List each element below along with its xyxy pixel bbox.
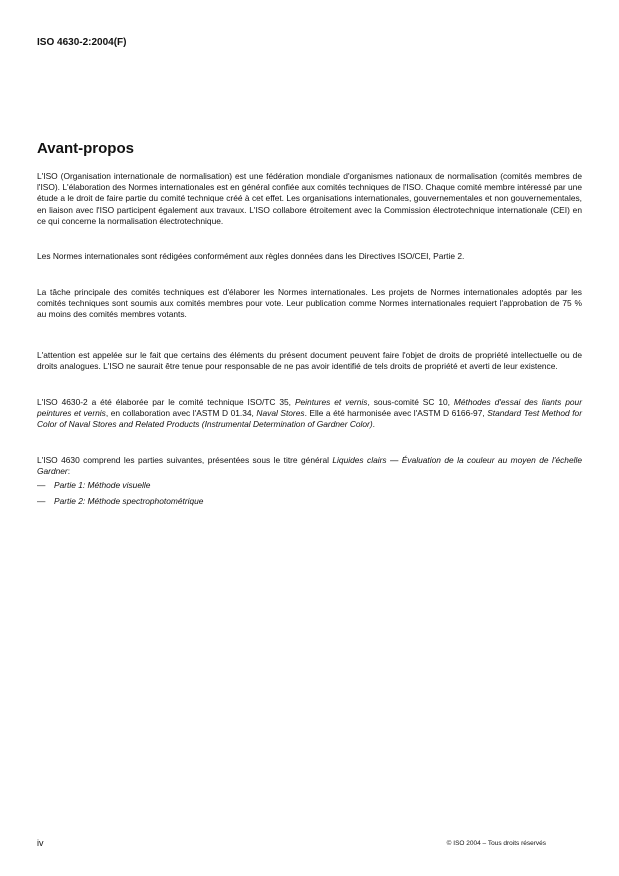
dash-bullet: — (37, 480, 46, 490)
copyright-notice: © ISO 2004 – Tous droits réservés (446, 840, 546, 847)
paragraph-directives (37, 251, 582, 262)
list-item-text: Partie 1: Méthode visuelle (54, 480, 151, 490)
italic-text: Naval Stores (256, 408, 305, 419)
paragraph-parts (37, 455, 582, 477)
italic-text: Peintures et vernis (294, 397, 368, 407)
text: Les Normes internationales sont rédigées conformément aux règles données dans les Directives ISO/CEI, Partie 2. (37, 251, 465, 261)
text: L'ISO 4630 comprend les parties suivantes, présentées sous le titre général (37, 455, 333, 465)
italic-text: Liquides clairs — Évaluation de la couleur au moyen de l'échelle Gardner (37, 455, 582, 477)
text: L'attention est appelée sur le fait que certains des éléments du présent document peuvent faire l'objet de droits de propriété intellectuelle ou de droits analogues. L'ISO ne saurait être tenue pour responsable de ne pas avoir identifié de tels droits de propriété et averti de leur existence. (37, 350, 582, 372)
italic-text: Standard Test Method for Color of Naval Stores and Related Products (Instrumental Determination of Gardner Color) (37, 408, 583, 430)
list-item (37, 496, 203, 507)
section-title: Avant-propos (37, 140, 134, 157)
text: , en collaboration avec l'ASTM D 01.34, (105, 408, 257, 419)
document-id-header: ISO 4630-2:2004(F) (37, 37, 127, 48)
list-item (37, 480, 150, 491)
dash-bullet: — (37, 496, 46, 506)
paragraph-patent-rights (37, 350, 582, 372)
list-item-text: Partie 2: Méthode spectrophotométrique (54, 496, 204, 506)
text: . (372, 419, 375, 430)
page-number: iv (37, 838, 44, 848)
text: , sous-comité SC 10, (367, 397, 454, 407)
text: La tâche principale des comités techniques est d'élaborer les Normes internationales. Les projets de Normes internationales adoptés par les comités techniques sont soumis aux comités membres pour vote. Leur publication comme Normes internationales requiert l'approbation de 75 % au moins des comités membres votants. (37, 287, 582, 320)
paragraph-preparation (37, 397, 582, 431)
italic-text: Méthodes d'essai des liants pour peintures et vernis (37, 397, 582, 419)
paragraph-technical-committees (37, 287, 582, 321)
text: L'ISO (Organisation internationale de normalisation) est une fédération mondiale d'organismes nationaux de normalisation (comités membres de l'ISO). L'élaboration des Normes internationales est en général confiée aux comités techniques de l'ISO. Chaque comité membre intéressé par une étude a le droit de faire partie du comité technique créé à cet effet. Les organisations internationales, gouvernementales et non gouvernementales, en liaison avec l'ISO participent également aux travaux. L'ISO collabore étroitement avec la Commission électrotechnique internationale (CEI) en ce qui concerne la normalisation électrotechnique. (37, 171, 582, 226)
text: . Elle a été harmonisée avec l'ASTM D 6166-97, (304, 408, 488, 419)
text: L'ISO 4630-2 a été élaborée par le comité technique ISO/TC 35, (37, 397, 295, 407)
paragraph-iso-intro (37, 171, 582, 227)
text: : (67, 466, 71, 477)
